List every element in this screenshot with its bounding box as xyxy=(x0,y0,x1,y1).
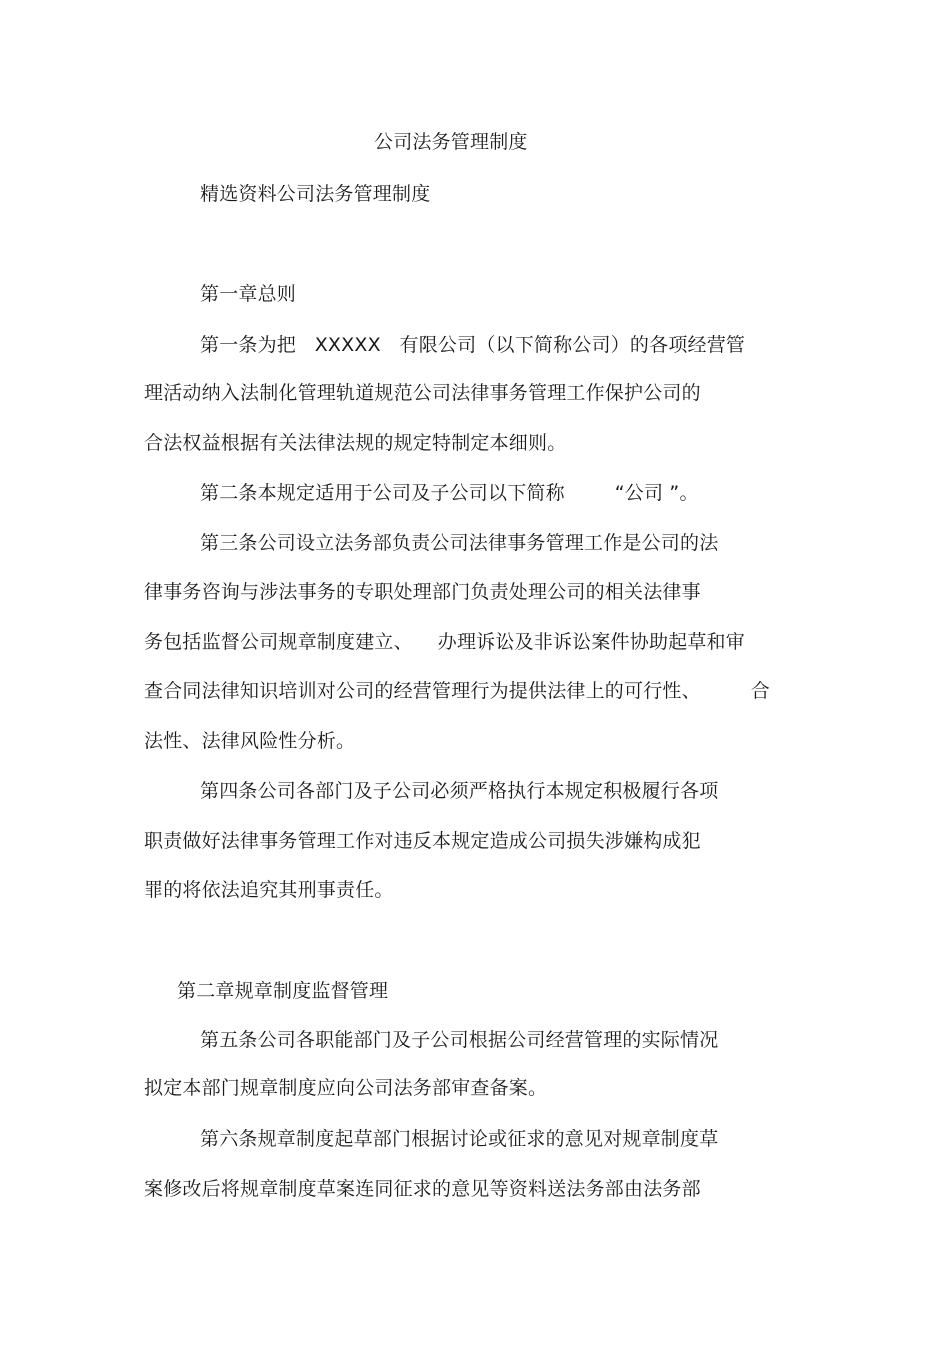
article-5-line-2: 拟定本部门规章制度应向公司法务部审查备案。 xyxy=(144,1077,548,1099)
article-4-line-2: 职责做好法律事务管理工作对违反本规定造成公司损失涉嫌构成犯 xyxy=(144,830,701,852)
article-3-line-4: 查合同法律知识培训对公司的经营管理行为提供法律上的可行性、 合 xyxy=(144,680,770,702)
article-4-line-1: 第四条公司各部门及子公司必须严格执行本规定积极履行各项 xyxy=(200,780,719,802)
article-1-line-3: 合法权益根据有关法律法规的规定特制定本细则。 xyxy=(144,432,567,454)
article-3-line-1: 第三条公司设立法务部负责公司法律事务管理工作是公司的法 xyxy=(200,532,719,554)
article-2-line-1: 第二条本规定适用于公司及子公司以下简称 “公司 ”。 xyxy=(200,482,699,504)
article-1-line-2: 理活动纳入法制化管理轨道规范公司法律事务管理工作保护公司的 xyxy=(144,382,701,404)
article-1-line-1: 第一条为把 XXXXX 有限公司（以下简称公司）的各项经营管 xyxy=(200,334,746,356)
article-4-line-3: 罪的将依法追究其刑事责任。 xyxy=(144,879,394,901)
article-3-line-2: 律事务咨询与涉法事务的专职处理部门负责处理公司的相关法律事 xyxy=(144,581,701,603)
article-3-line-5: 法性、法律风险性分析。 xyxy=(144,730,356,752)
article-6-line-1: 第六条规章制度起草部门根据讨论或征求的意见对规章制度草 xyxy=(200,1128,719,1150)
chapter-1-heading: 第一章总则 xyxy=(200,283,297,305)
chapter-2-heading: 第二章规章制度监督管理 xyxy=(177,980,389,1002)
document-title: 公司法务管理制度 xyxy=(374,131,528,153)
article-5-line-1: 第五条公司各职能部门及子公司根据公司经营管理的实际情况 xyxy=(200,1029,719,1051)
article-6-line-2: 案修改后将规章制度草案连同征求的意见等资料送法务部由法务部 xyxy=(144,1178,701,1200)
document-subtitle: 精选资料公司法务管理制度 xyxy=(200,183,431,205)
article-3-line-3: 务包括监督公司规章制度建立、 办理诉讼及非诉讼案件协助起草和审 xyxy=(144,631,745,653)
